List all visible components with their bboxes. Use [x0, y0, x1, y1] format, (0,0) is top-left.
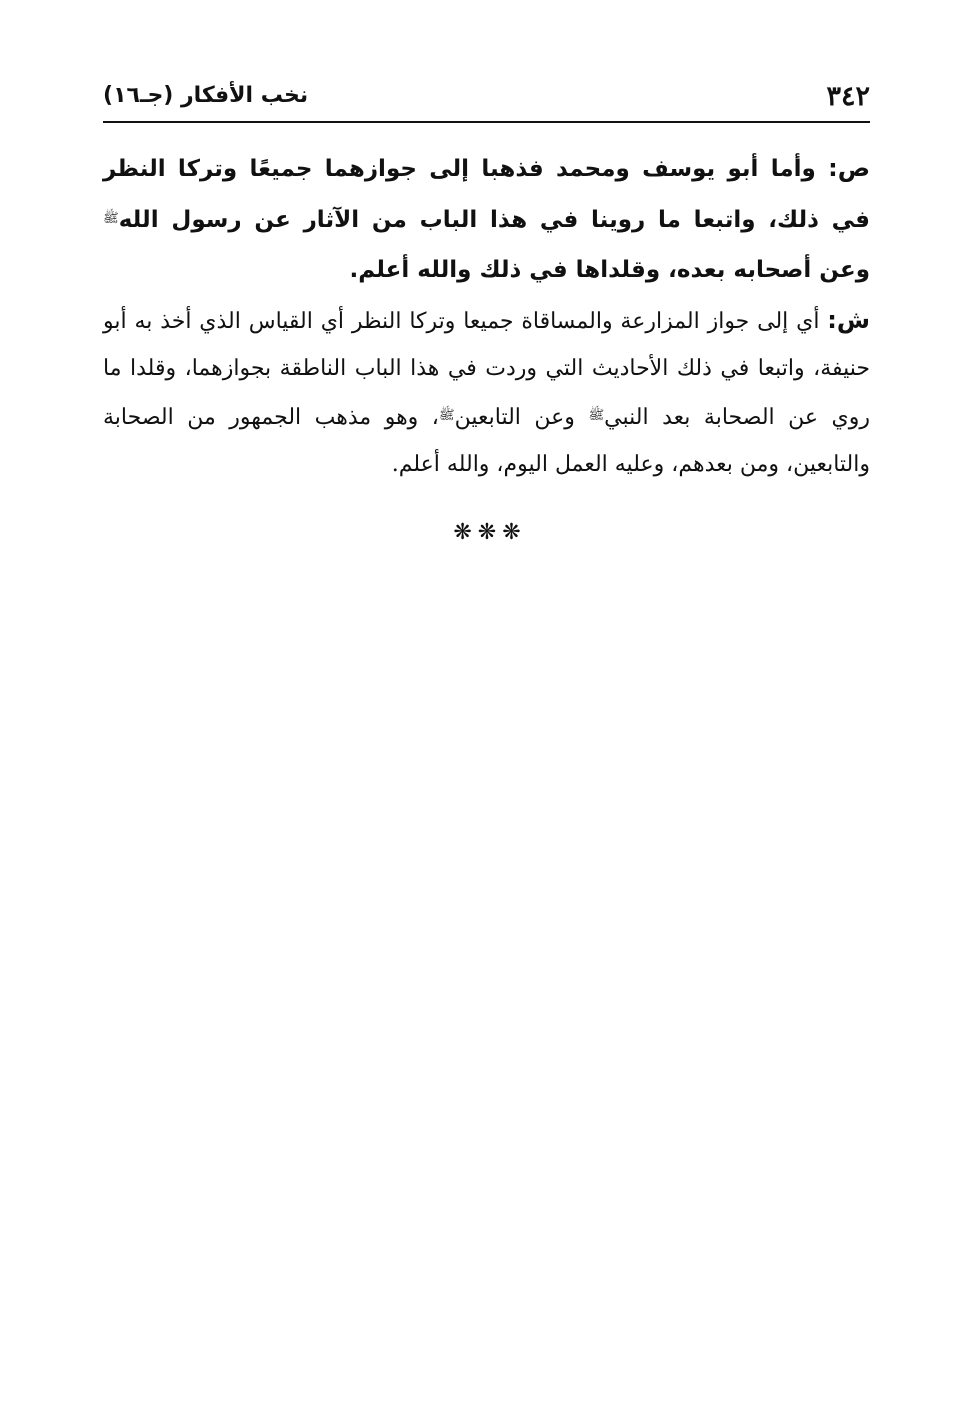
- running-header: [103, 74, 870, 118]
- sharh-text-part2: وعن التابعين: [454, 405, 589, 430]
- matn-text-part1: وأما أبو يوسف ومحمد فذهبا إلى جوازهما جميعًا وتركا النظر في ذلك، واتبعا ما روينا في هذا الباب من الآثار عن رسول الله: [103, 156, 870, 233]
- matn-paragraph: [103, 143, 870, 295]
- section-divider: ❋❋❋: [453, 520, 527, 545]
- sharh-honorific-2: ﷺ: [438, 408, 455, 423]
- page-number: ٣٤٢: [826, 80, 870, 112]
- sharh-text-part1: أي إلى جواز المزارعة والمساقاة جميعا وتركا النظر أي القياس الذي أخذ به أبو حنيفة، واتبعا في ذلك الأحاديث التي وردت في هذا الباب الناطقة بجوازهما، وقلدا ما روي عن الصحابة بعد النبي: [103, 309, 871, 430]
- matn-marker: ص:: [828, 154, 870, 182]
- matn-text-part2: وعن أصحابه بعده، وقلداها في ذلك والله أعلم.: [349, 257, 870, 283]
- matn-honorific: ﷺ: [103, 211, 119, 226]
- sharh-paragraph: [103, 297, 870, 488]
- sharh-text-part3: ، وهو مذهب الجمهور من الصحابة والتابعين، ومن بعدهم، وعليه العمل اليوم، والله أعلم.: [103, 405, 870, 477]
- book-title: نخب الأفكار (جـ١٦): [103, 83, 309, 108]
- sharh-marker: ش:: [827, 306, 870, 334]
- header-rule: [103, 121, 870, 123]
- sharh-honorific-1: ﷺ: [588, 408, 605, 423]
